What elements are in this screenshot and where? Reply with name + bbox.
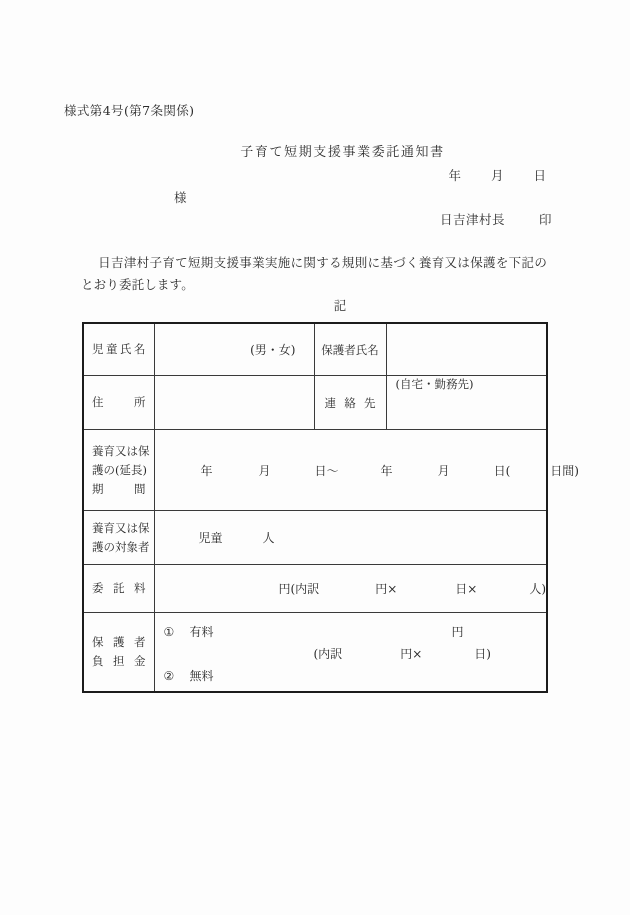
gender-note: (男・女) <box>250 343 296 357</box>
row-label-commission-fee: 委託料 <box>83 565 154 613</box>
period-year-1: 年 <box>200 463 213 478</box>
table-row <box>83 565 547 613</box>
burden-option-2-label: 無料 <box>189 669 214 683</box>
care-period-label-line-2: 護の(延長) <box>92 462 147 477</box>
row-label-guardian-name: 保護者氏名 <box>314 323 386 376</box>
guardian-burden-label-line-2: 負担金 <box>92 654 146 668</box>
fee-yen-times: 円× <box>375 582 398 596</box>
commission-fee-line <box>155 580 547 597</box>
seal-label: 印 <box>538 212 552 227</box>
burden-option-paid[interactable] <box>164 623 214 640</box>
child-count-label: 児童 <box>198 531 223 545</box>
care-target-line <box>155 529 547 546</box>
row-label-guardian-burden <box>83 613 154 693</box>
date-day-label: 日 <box>533 168 546 183</box>
burden-paid-unit: 円 <box>451 625 464 639</box>
care-period-line <box>155 462 579 479</box>
period-day-1: 日〜 <box>314 463 339 478</box>
care-period-label-line-3: 期間 <box>92 481 146 496</box>
body-paragraph-text: 日吉津村子育て短期支援事業実施に関する規則に基づく養育又は保護を下記のとおり委託します。 <box>81 255 547 292</box>
row-label-contact: 連絡先 <box>314 376 386 430</box>
care-target-field[interactable] <box>154 511 547 565</box>
period-year-2: 年 <box>380 463 393 478</box>
burden-option-1-label: 有料 <box>189 625 214 639</box>
fee-breakdown-open: 円(内訳 <box>278 582 320 596</box>
table-row <box>83 376 547 430</box>
addressee-honorific: 様 <box>174 190 187 205</box>
care-period-field[interactable] <box>154 430 579 511</box>
guardian-burden-options <box>155 613 547 691</box>
date-line <box>448 166 546 184</box>
issuer-name: 日吉津村長 <box>439 212 505 227</box>
burden-option-2-number: ② <box>163 669 175 683</box>
commission-fee-field[interactable] <box>154 565 547 613</box>
ki-label: 記 <box>333 298 347 313</box>
row-label-care-period <box>83 430 154 511</box>
burden-option-1-number: ① <box>163 625 175 639</box>
guardian-burden-field[interactable] <box>154 613 547 693</box>
table-row <box>83 613 547 693</box>
contact-note: (自宅・勤務先) <box>395 377 474 391</box>
period-month-2: 月 <box>437 463 450 478</box>
date-month-label: 月 <box>490 168 504 183</box>
guardian-name-field[interactable] <box>386 323 547 376</box>
table-row <box>83 430 547 511</box>
row-label-address <box>83 376 154 430</box>
address-field[interactable] <box>154 376 314 430</box>
date-year-label: 年 <box>448 168 461 183</box>
period-day-2: 日( <box>493 463 511 478</box>
care-period-label-line-1: 養育又は保 <box>92 443 150 458</box>
body-paragraph <box>81 252 547 296</box>
child-count-unit: 人 <box>262 531 275 545</box>
burden-breakdown-open: (内訳 <box>313 647 343 661</box>
child-name-field[interactable] <box>154 323 314 376</box>
care-target-label-line-2: 護の対象者 <box>92 539 150 554</box>
form-number: 様式第4号(第7条関係) <box>64 103 195 118</box>
fee-day-times: 日× <box>455 582 478 596</box>
burden-breakdown-day: 日) <box>474 647 491 661</box>
care-target-label-line-1: 養育又は保 <box>92 520 150 535</box>
burden-breakdown-line <box>314 645 491 662</box>
period-total-days: 日間) <box>550 463 579 478</box>
period-month-1: 月 <box>258 463 271 478</box>
row-label-child-name: 児童氏名 <box>83 323 154 376</box>
burden-breakdown-yen: 円× <box>400 647 423 661</box>
row-label-address-text: 住所 <box>92 395 146 409</box>
document-title: 子育て短期支援事業委託通知書 <box>240 145 445 160</box>
fee-person-close: 人) <box>529 582 546 596</box>
guardian-burden-label-line-1: 保護者 <box>92 635 146 649</box>
row-label-care-target <box>83 511 154 565</box>
notification-table <box>82 322 579 693</box>
table-row <box>83 511 547 565</box>
contact-field[interactable] <box>386 376 547 430</box>
table-row <box>83 323 547 376</box>
burden-option-free[interactable] <box>164 667 214 684</box>
issuer-line <box>440 210 552 228</box>
